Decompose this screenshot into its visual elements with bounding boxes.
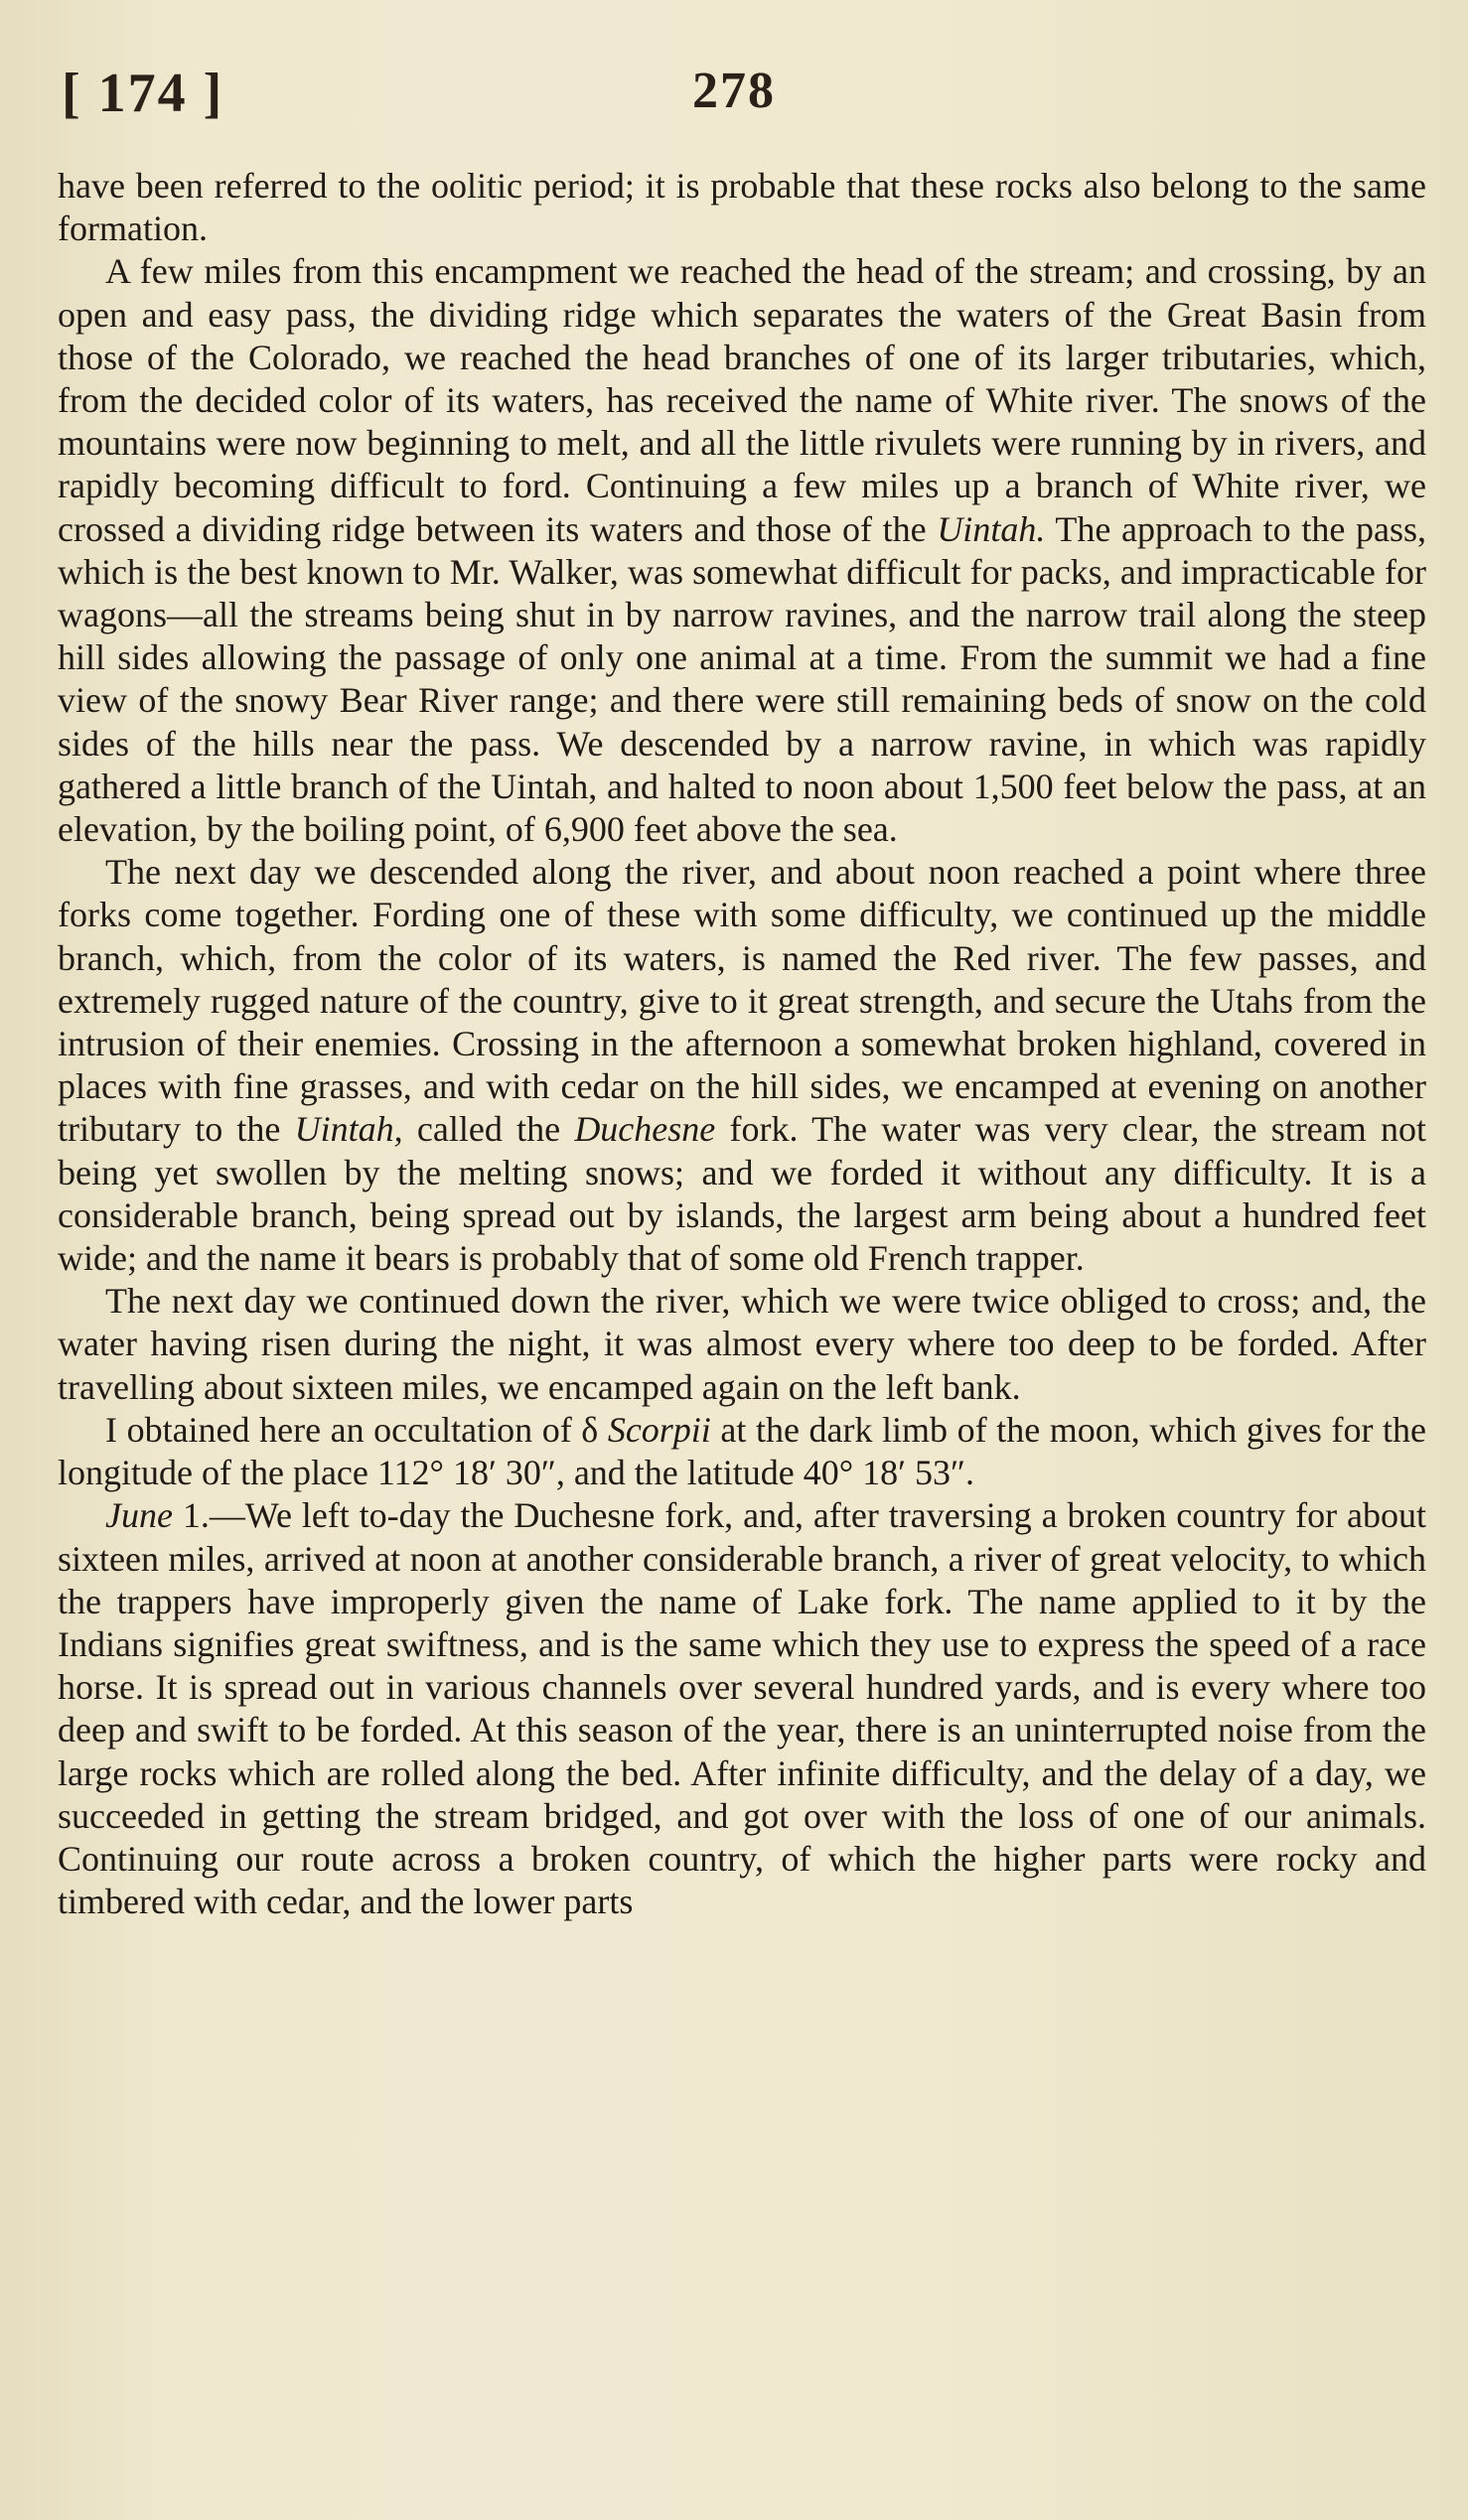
- paragraph-red-river: [58, 851, 1426, 1280]
- paragraph-white-river: [58, 250, 1426, 851]
- italic-text-run: Uintah,: [294, 1109, 403, 1150]
- paragraph-left-bank: [58, 1280, 1426, 1409]
- text-run: I obtained here an occultation of δ: [105, 1409, 608, 1450]
- paragraph-june-1: [58, 1494, 1426, 1923]
- text-run: called the: [402, 1109, 575, 1150]
- page-number: 278: [692, 63, 776, 119]
- running-head: [62, 62, 1406, 141]
- paragraph-continuation: [58, 165, 1426, 250]
- text-run: The next day we continued down the river, which we were twice obliged to cross; and, the water having risen during the night, it was almost every where too deep to be forded. After travelling about sixteen miles, we encamped again on the left bank.: [58, 1281, 1426, 1407]
- text-run: The approach to the pass, which is the best known to Mr. Walker, was somewhat difficult for packs, and impracticable for wagons—all the streams being shut in by narrow ravines, and the narrow trail along the steep hill sides allowing the passage of only one animal at a time. From the summit we had a fine view of the snowy Bear River range; and there were still remaining beds of snow on the cold sides of the hills near the pass. We descended by a narrow ravine, in which was rapidly gathered a little branch of the Uintah, and halted to noon about 1,500 feet below the pass, at an elevation, by the boiling point, of 6,900 feet above the sea.: [58, 508, 1426, 850]
- paragraph-occultation: [58, 1409, 1426, 1494]
- text-run: have been referred to the oolitic period; it is probable that these rocks also belong to the same formation.: [58, 166, 1426, 249]
- text-run: The next day we descended along the river, and about noon reached a point where three forks come together. Fording one of these with some difficulty, we continued up the middle branch, which, from the color of its waters, is named the Red river. The few passes, and extremely rugged nature of the country, give to it great strength, and secure the Utahs from the intrusion of their enemies. Crossing in the afternoon a somewhat broken highland, covered in places with fine grasses, and with cedar on the hill sides, we encamped at evening on another tributary to the: [58, 852, 1426, 1150]
- text-run: at the dark limb of the moon, which gives for the longitude of the place 112° 18′ 30″, and the latitude 40° 18′ 53″.: [58, 1409, 1426, 1493]
- document-number: [ 174 ]: [62, 63, 224, 124]
- text-run: fork. The water was very clear, the stream not being yet swollen by the melting snows; and we forded it without any difficulty. It is a considerable branch, being spread out by islands, the largest arm being about a hundred feet wide; and the name it bears is probably that of some old French trapper.: [58, 1109, 1427, 1279]
- italic-text-run: Duchesne: [574, 1109, 716, 1150]
- body-text: [58, 165, 1426, 1923]
- italic-text-run: Scorpii: [607, 1409, 711, 1450]
- italic-text-run: Uintah.: [937, 508, 1046, 549]
- text-run: A few miles from this encampment we reached the head of the stream; and crossing, by an open and easy pass, the dividing ridge which separates the waters of the Great Basin from those of the Colorado, we reached the head branches of one of its larger tributaries, which, from the decided color of its waters, has received the name of White river. The snows of the mountains were now beginning to melt, and all the little rivulets were running by in rivers, and rapidly becoming difficult to ford. Continuing a few miles up a branch of White river, we crossed a dividing ridge between its waters and those of the: [58, 251, 1426, 549]
- italic-text-run: June: [105, 1495, 173, 1536]
- text-run: 1.—We left to-day the Duchesne fork, and, after traversing a broken country for about sixteen miles, arrived at noon at another considerable branch, a river of great velocity, to which the trappers have improperly given the name of Lake fork. The name applied to it by the Indians signifies great swiftness, and is the same which they use to express the speed of a race horse. It is spread out in various channels over several hundred yards, and is every where too deep and swift to be forded. At this season of the year, there is an uninterrupted noise from the large rocks which are rolled along the bed. After infinite difficulty, and the delay of a day, we succeeded in getting the stream bridged, and got over with the loss of one of our animals. Continuing our route across a broken country, of which the higher parts were rocky and timbered with cedar, and the lower parts: [58, 1495, 1426, 1922]
